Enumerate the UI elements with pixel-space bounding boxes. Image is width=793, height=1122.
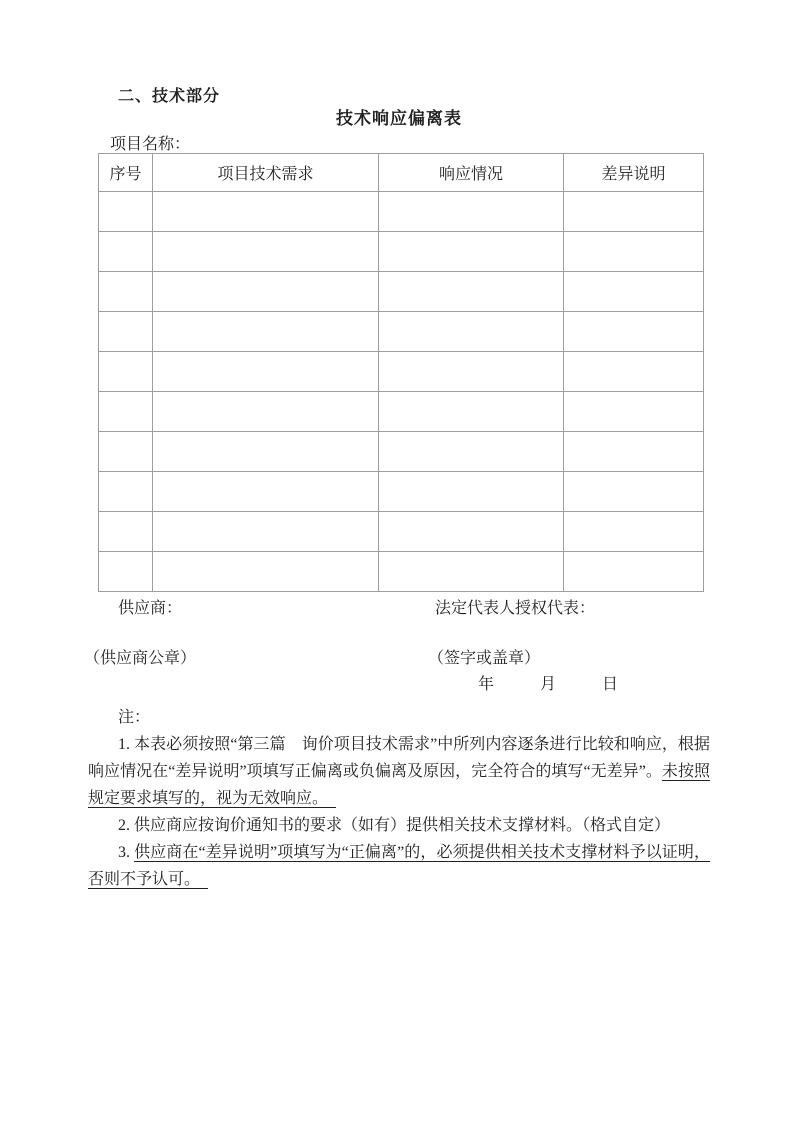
section-heading: 二、技术部分 <box>118 88 221 105</box>
note-item-1 <box>88 731 710 812</box>
note-2-text: 2. 供应商应按询价通知书的要求（如有）提供相关技术支撑材料。（格式自定） <box>118 817 671 834</box>
signature-line-2 <box>84 650 710 667</box>
cell-difference <box>564 512 704 552</box>
cell-difference <box>564 472 704 512</box>
note-1-text: 1. 本表必须按照“第三篇 询价项目技术需求”中所列内容逐条进行比较和响应，根据响应情况在“差异说明”项填写正偏离或负偏离及原因，完全符合的填写“无差异”。 <box>88 736 710 780</box>
col-header-seq: 序号 <box>99 154 153 192</box>
cell-response <box>379 192 564 232</box>
cell-seq <box>99 552 153 592</box>
notes-section <box>88 704 710 893</box>
table-row <box>99 432 704 472</box>
cell-seq <box>99 232 153 272</box>
cell-response <box>379 552 564 592</box>
date-line <box>88 676 710 693</box>
cell-response <box>379 512 564 552</box>
date-day-label: 日 <box>602 676 619 693</box>
table-row <box>99 392 704 432</box>
notes-label: 注： <box>118 709 151 726</box>
cell-difference <box>564 232 704 272</box>
cell-response <box>379 312 564 352</box>
table-row <box>99 272 704 312</box>
table-row <box>99 232 704 272</box>
cell-requirement <box>153 352 379 392</box>
cell-difference <box>564 392 704 432</box>
cell-requirement <box>153 432 379 472</box>
note-item-3 <box>88 839 710 893</box>
cell-response <box>379 232 564 272</box>
cell-requirement <box>153 552 379 592</box>
legal-rep-label: 法定代表人授权代表： <box>435 600 596 617</box>
cell-difference <box>564 432 704 472</box>
signature-line-1 <box>88 600 710 617</box>
cell-requirement <box>153 272 379 312</box>
cell-response <box>379 472 564 512</box>
col-header-difference: 差异说明 <box>564 154 704 192</box>
supplier-seal-label: （供应商公章） <box>84 650 197 667</box>
cell-difference <box>564 312 704 352</box>
cell-difference <box>564 552 704 592</box>
cell-seq <box>99 512 153 552</box>
deviation-table <box>98 153 704 592</box>
cell-requirement <box>153 232 379 272</box>
cell-seq <box>99 432 153 472</box>
table-row <box>99 312 704 352</box>
cell-requirement <box>153 472 379 512</box>
deviation-table-body <box>99 192 704 592</box>
table-row <box>99 512 704 552</box>
table-row <box>99 472 704 512</box>
project-name-label: 项目名称： <box>110 136 191 153</box>
cell-seq <box>99 312 153 352</box>
col-header-response: 响应情况 <box>379 154 564 192</box>
cell-difference <box>564 352 704 392</box>
col-header-requirement: 项目技术需求 <box>153 154 379 192</box>
note-item-2 <box>88 812 710 839</box>
deviation-table-header <box>99 154 704 192</box>
cell-difference <box>564 192 704 232</box>
cell-response <box>379 272 564 312</box>
table-row <box>99 552 704 592</box>
cell-seq <box>99 272 153 312</box>
cell-requirement <box>153 512 379 552</box>
table-row <box>99 352 704 392</box>
date-year-label: 年 <box>478 676 495 693</box>
note-3-underlined-text: 供应商在“差异说明”项填写为“正偏离”的，必须提供相关技术支撑材料予以证明，否则不予认可。 <box>88 844 711 888</box>
cell-response <box>379 432 564 472</box>
header-row <box>99 154 704 192</box>
cell-requirement <box>153 312 379 352</box>
supplier-label: 供应商： <box>118 600 183 617</box>
table-row <box>99 192 704 232</box>
cell-response <box>379 352 564 392</box>
cell-seq <box>99 392 153 432</box>
sign-or-seal-label: （签字或盖章） <box>428 650 541 667</box>
note-3-text: 3. <box>118 844 135 861</box>
note-1-underlined-text: 未按照规定要求填写的，视为无效响应。 <box>88 763 710 807</box>
cell-response <box>379 392 564 432</box>
cell-requirement <box>153 192 379 232</box>
cell-difference <box>564 272 704 312</box>
cell-seq <box>99 472 153 512</box>
cell-requirement <box>153 392 379 432</box>
cell-seq <box>99 192 153 232</box>
page-title: 技术响应偏离表 <box>336 109 462 128</box>
cell-seq <box>99 352 153 392</box>
date-month-label: 月 <box>540 676 557 693</box>
